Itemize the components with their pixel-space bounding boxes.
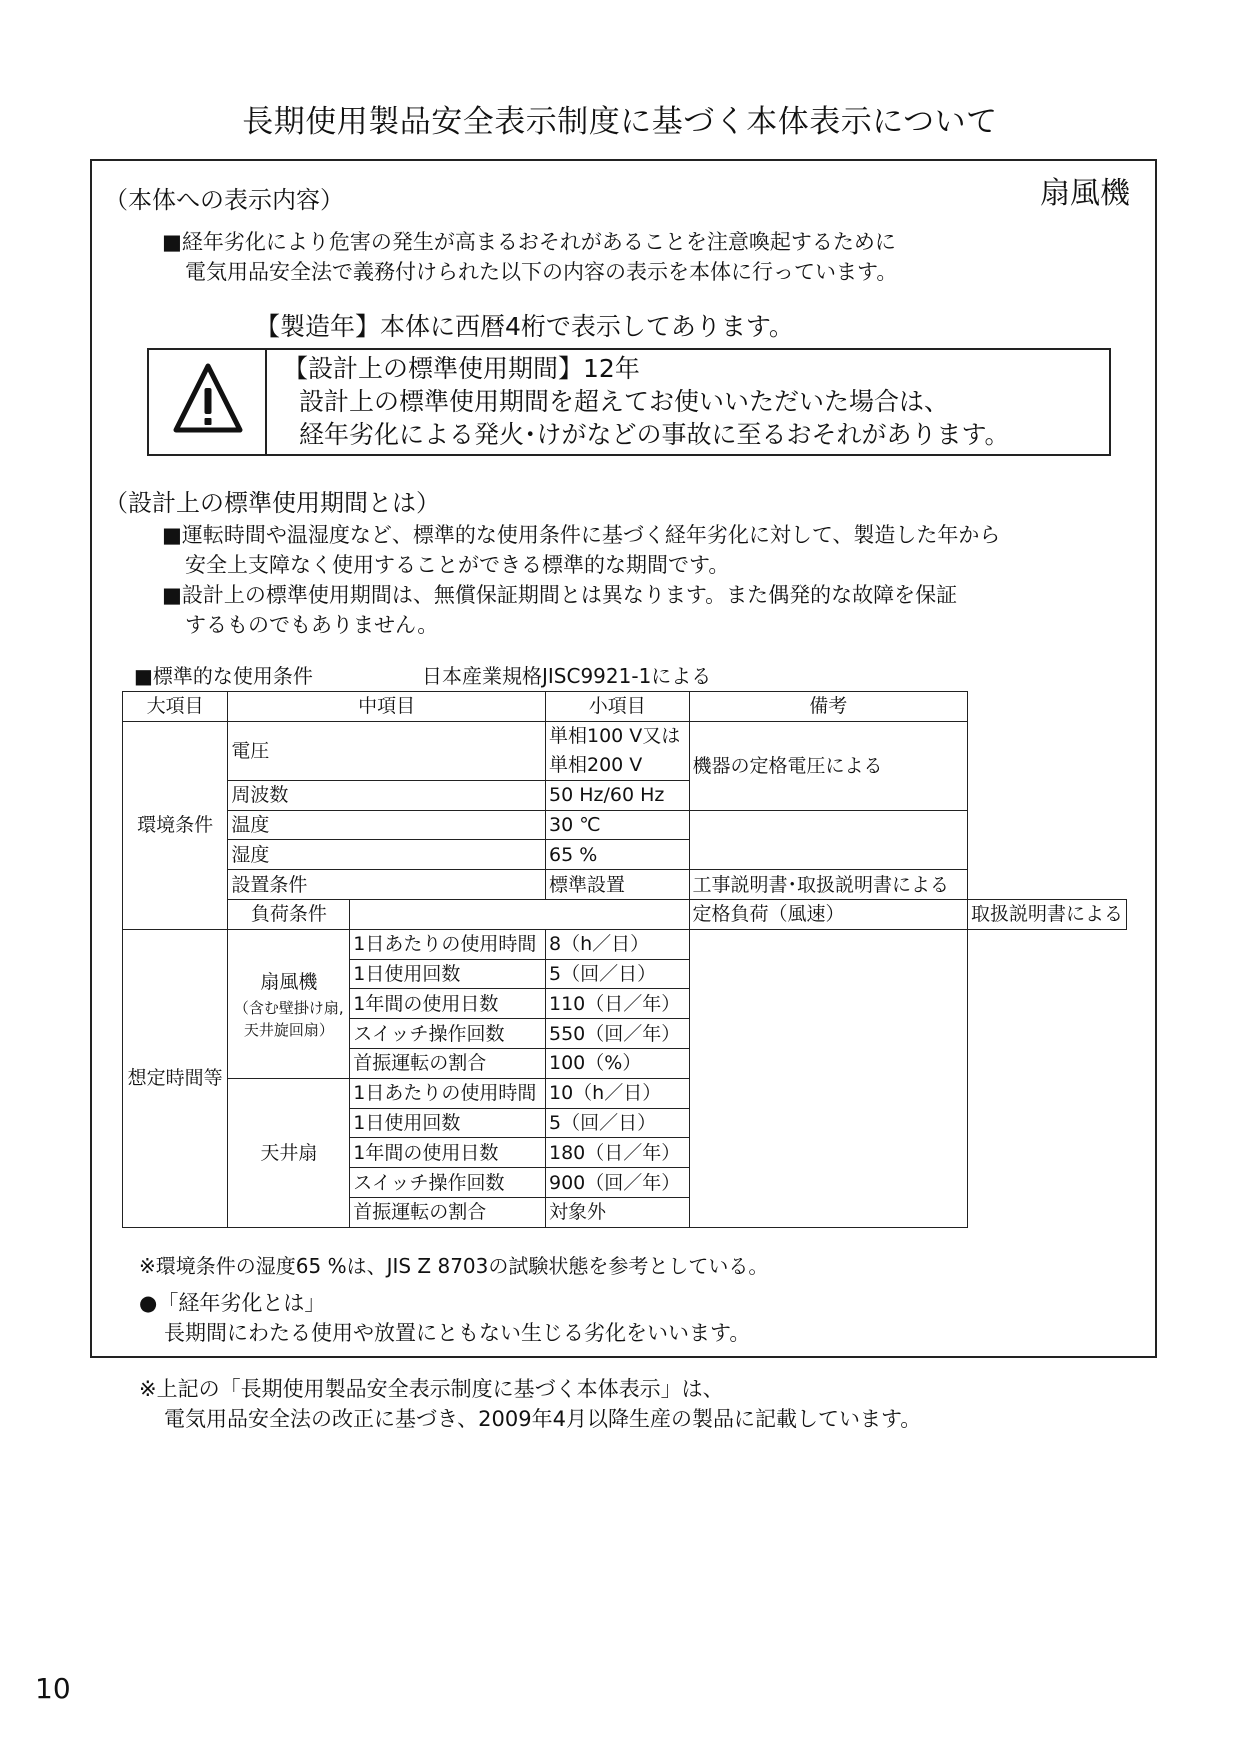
install-label: 設置条件 — [228, 870, 546, 900]
fan-value-3: 110（日／年） — [546, 989, 690, 1019]
aging-text: 長期間にわたる使用や放置にともない生じる劣化をいいます。 — [164, 1321, 751, 1345]
voltage-label: 電圧 — [228, 721, 546, 780]
header-major: 大項目 — [123, 692, 228, 722]
manufacture-year-text: 【製造年】本体に西暦4桁で表示してあります。 — [255, 312, 794, 341]
table-row — [123, 810, 1127, 840]
aging-heading: ●「経年劣化とは」 — [139, 1291, 326, 1315]
period-line-2: 安全上支障なく使用することができる標準的な期間です。 — [185, 553, 730, 577]
humidity-note: ※環境条件の湿度65 %は、JIS Z 8703の試験状態を参考としている。 — [139, 1254, 769, 1278]
ceiling-item-1: 1日あたりの使用時間 — [350, 1078, 546, 1108]
fan-item-1: 1日あたりの使用時間 — [350, 929, 546, 959]
load-value: 定格負荷（風速） — [689, 899, 967, 929]
fan-value-4: 550（回／年） — [546, 1019, 690, 1049]
footer-note-line-1: ※上記の「長期使用製品安全表示制度に基づく本体表示」は、 — [139, 1377, 724, 1401]
fan-item-5: 首振運転の割合 — [350, 1048, 546, 1078]
ceiling-item-3: 1年間の使用日数 — [350, 1138, 546, 1168]
voltage-note: 機器の定格電圧による — [689, 721, 967, 810]
ceiling-item-5: 首振運転の割合 — [350, 1197, 546, 1227]
intro-line-2: 電気用品安全法で義務付けられた以下の内容の表示を本体に行っています。 — [185, 260, 898, 284]
temperature-value: 30 ℃ — [546, 810, 690, 840]
time-label: 想定時間等 — [123, 929, 228, 1227]
ceiling-item-4: スイッチ操作回数 — [350, 1168, 546, 1198]
fan-label: 扇風機 — [260, 970, 318, 993]
period-line-3: ■設計上の標準使用期間は、無償保証期間とは異なります。また偶発的な故障を保証 — [162, 583, 958, 607]
table-row — [123, 840, 1127, 870]
fan-value-5: 100（%） — [546, 1048, 690, 1078]
table-caption-left: ■標準的な使用条件 — [134, 664, 313, 688]
ceiling-fan-label: 天井扇 — [228, 1078, 350, 1227]
page-title: 長期使用製品安全表示制度に基づく本体表示について — [242, 104, 998, 140]
fan-item-2: 1日使用回数 — [350, 959, 546, 989]
period-section-heading: （設計上の標準使用期間とは） — [104, 489, 440, 517]
fan-sub-1: （含む壁掛け扇, — [233, 998, 344, 1017]
standard-usage-table — [122, 691, 1127, 1228]
warning-icon-cell — [149, 350, 267, 454]
fan-value-1: 8（h／日） — [546, 929, 690, 959]
fan-item-4: スイッチ操作回数 — [350, 1019, 546, 1049]
warning-line-2: 設計上の標準使用期間を超えてお使いいただいた場合は、 — [299, 387, 950, 416]
warning-line-3: 経年劣化による発火･けがなどの事故に至るおそれがあります。 — [299, 420, 1010, 449]
warning-triangle-icon — [149, 350, 267, 454]
env-label: 環境条件 — [123, 721, 228, 929]
header-middle: 中項目 — [228, 692, 546, 722]
table-row — [123, 1078, 1127, 1108]
header-minor: 小項目 — [546, 692, 690, 722]
frequency-value: 50 Hz/60 Hz — [546, 780, 690, 810]
product-category-label: 扇風機 — [1040, 176, 1130, 211]
fan-label-cell — [228, 929, 350, 1078]
install-value: 標準設置 — [546, 870, 690, 900]
load-note: 取扱説明書による — [967, 899, 1126, 929]
fan-sub-2: 天井旋回扇） — [243, 1020, 334, 1039]
ceiling-value-5: 対象外 — [546, 1197, 690, 1227]
warning-text — [283, 352, 1010, 451]
install-note: 工事説明書･取扱説明書による — [689, 870, 967, 900]
warning-box — [147, 348, 1111, 456]
period-line-1: ■運転時間や温湿度など、標準的な使用条件に基づく経年劣化に対して、製造した年から — [162, 523, 1001, 547]
load-label: 負荷条件 — [228, 899, 350, 929]
load-middle-empty — [350, 899, 689, 929]
table-row — [123, 899, 1127, 929]
humidity-value: 65 % — [546, 840, 690, 870]
table-row — [123, 870, 1127, 900]
ceiling-value-3: 180（日／年） — [546, 1138, 690, 1168]
table-caption-right: 日本産業規格JISC9921-1による — [422, 664, 712, 688]
fan-item-3: 1年間の使用日数 — [350, 989, 546, 1019]
ceiling-value-4: 900（回／年） — [546, 1168, 690, 1198]
ceiling-value-1: 10（h／日） — [546, 1078, 690, 1108]
page-number: 10 — [35, 1672, 71, 1705]
fan-value-2: 5（回／日） — [546, 959, 690, 989]
intro-line-1: ■経年劣化により危害の発生が高まるおそれがあることを注意喚起するために — [162, 230, 896, 254]
table-header-row — [123, 692, 1127, 722]
voltage-value: 単相100 V又は 単相200 V — [546, 721, 690, 780]
table-row — [123, 929, 1127, 959]
footer-note-line-2: 電気用品安全法の改正に基づき、2009年4月以降生産の製品に記載しています。 — [164, 1407, 922, 1431]
ceiling-value-2: 5（回／日） — [546, 1108, 690, 1138]
warning-line-1: 【設計上の標準使用期間】12年 — [283, 354, 640, 383]
humidity-label: 湿度 — [228, 840, 546, 870]
display-section-heading: （本体への表示内容） — [104, 186, 344, 214]
period-line-4: するものでもありません。 — [185, 613, 439, 637]
time-note-empty — [689, 929, 967, 1227]
frequency-label: 周波数 — [228, 780, 546, 810]
temperature-label: 温度 — [228, 810, 546, 840]
table-row — [123, 780, 1127, 810]
ceiling-item-2: 1日使用回数 — [350, 1108, 546, 1138]
table-row — [123, 721, 1127, 780]
header-remarks: 備考 — [689, 692, 967, 722]
empty-note — [689, 810, 967, 870]
